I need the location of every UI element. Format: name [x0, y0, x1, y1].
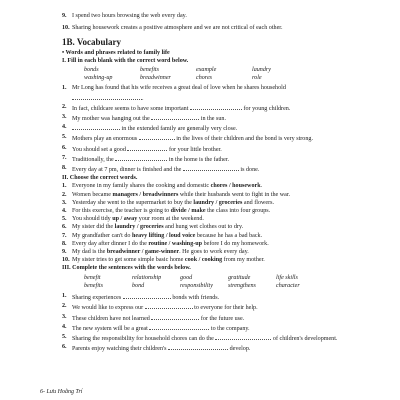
item-text: Sharing experiences [72, 295, 122, 302]
item-text: Traditionally, the [72, 156, 114, 163]
item-text: of children's development. [272, 335, 338, 342]
item-text: My sister did the [72, 224, 115, 231]
choice-options[interactable]: managers / breadwinners [112, 191, 179, 198]
blank[interactable] [151, 113, 199, 120]
list-item [62, 215, 340, 223]
item-text: your room at the weekend. [137, 216, 204, 223]
item-text: and hung wet clothes out to dry. [163, 224, 244, 231]
item-number: 7. [62, 232, 67, 239]
list-item [62, 84, 340, 102]
item-text: . [260, 183, 263, 190]
item-text: because he has a bad back. [195, 232, 263, 239]
item-number: 9. [62, 249, 67, 256]
item-text: The new system will be a great [72, 325, 148, 332]
list-item [62, 256, 340, 264]
word: good [180, 274, 193, 281]
item-number: 5. [62, 333, 67, 340]
choice-options[interactable]: laundry / groceries [193, 199, 243, 206]
list-item [62, 12, 340, 20]
item-text: before I do my homework. [202, 240, 269, 247]
list-item [62, 248, 340, 256]
blank[interactable] [145, 302, 193, 309]
item-text: Everyone in my family shares the cooking and domestic [72, 183, 211, 190]
item-number: 6. [62, 144, 67, 151]
item-text: in the lives of their children and the bond is very strong. [176, 136, 313, 143]
item-text: You should set a good [72, 146, 126, 153]
word: benefit [84, 274, 101, 281]
item-text: I spend two hours browsing the web every day. [72, 13, 187, 19]
blank[interactable] [123, 292, 171, 299]
word: relationship [132, 274, 162, 281]
item-text: . He goes to work every day. [179, 249, 249, 256]
item-text: Every day at 7 pm, dinner is finished and the [72, 167, 182, 174]
item-number: 8. [62, 240, 67, 247]
item-number: 1. [62, 293, 67, 300]
item-text: Sharing housework creates a positive atmosphere and we are not critical of each other. [72, 25, 283, 32]
list-item [62, 207, 340, 215]
part2-title: II. Choose the correct words. [62, 175, 138, 182]
word: role [252, 75, 262, 82]
item-number: 3. [62, 114, 67, 121]
list-item [62, 313, 340, 323]
page-footer: 6- Lưu Hoằng Trí [40, 388, 83, 395]
item-text: Mr Long has found that his wife receives a great deal of love when he shares household [72, 85, 286, 92]
item-number: 5. [62, 134, 67, 141]
item-text: Sharing the responsibility for household chores can do the [72, 335, 214, 342]
blank[interactable] [127, 144, 167, 151]
word: chores [196, 75, 213, 82]
list-item [62, 154, 340, 164]
choice-options[interactable]: routine / washing-up [148, 240, 203, 247]
list-item [62, 292, 340, 302]
blank[interactable] [115, 154, 167, 161]
item-text: Yesterday she went to the supermarket to buy the [72, 199, 194, 206]
list-item [62, 103, 340, 113]
item-number: 3. [62, 199, 67, 206]
word-bank-3 [84, 274, 340, 290]
word: gratitude [228, 274, 251, 281]
item-text: in the extended family are generally very close. [121, 126, 238, 133]
blank[interactable] [139, 133, 175, 140]
item-text: to everyone for their help. [194, 305, 258, 312]
item-number: 4. [62, 323, 67, 330]
item-text: For this exercise, the teacher is going to [72, 208, 171, 215]
item-text: . [142, 95, 144, 102]
list-item [62, 323, 340, 333]
list-item [62, 343, 340, 353]
choice-options[interactable]: cook / cooking [184, 257, 223, 264]
choice-options[interactable]: breadwinner / game-winner [106, 249, 180, 256]
item-text: to the company. [210, 325, 250, 332]
item-text: In fact, childcare seems to have some important [72, 105, 189, 112]
word: benefits [140, 67, 159, 74]
item-text: We would like to express our [72, 305, 144, 312]
blank[interactable] [168, 343, 228, 350]
item-number: 6. [62, 224, 67, 231]
item-number: 1. [62, 183, 67, 190]
list-item [62, 240, 340, 248]
item-text: for the future use. [200, 315, 245, 322]
item-text: and flowers. [242, 199, 275, 206]
list-item [62, 199, 340, 207]
choice-options[interactable]: heavy lifting / loud voice [131, 232, 196, 239]
list-item [62, 302, 340, 312]
item-number: 2. [62, 303, 67, 310]
item-text: from my mother. [222, 257, 265, 264]
choice-options[interactable]: chores / housework [210, 183, 261, 190]
item-number: 4. [62, 208, 67, 215]
choice-options[interactable]: divide / make [170, 208, 206, 215]
word: laundry [252, 67, 271, 74]
list-item [62, 232, 340, 240]
part1-title: I. Fill in each blank with the correct word below. [62, 57, 189, 64]
word: bonds [84, 67, 99, 74]
blank[interactable] [151, 313, 199, 320]
item-text: My grandfather can't do [72, 232, 132, 239]
choice-options[interactable]: up / away [112, 216, 138, 223]
item-text: in the sun. [200, 116, 226, 123]
item-number: 3. [62, 313, 67, 320]
item-number: 4. [62, 124, 67, 131]
word: strengthens [228, 282, 256, 289]
blank[interactable] [190, 103, 242, 110]
section-title: 1B. Vocabulary [62, 37, 122, 48]
word: breadwinner [140, 75, 171, 82]
item-number: 10. [62, 25, 70, 32]
word: character [276, 282, 300, 289]
item-text: Parents enjoy watching their children's [72, 346, 167, 353]
item-text: while their husbands went to fight in the war. [178, 191, 291, 198]
word: example [196, 67, 217, 74]
list-item [62, 113, 340, 123]
list-item [62, 333, 340, 343]
blank[interactable] [149, 323, 209, 330]
item-text: for young children. [243, 105, 291, 112]
item-number: 8. [62, 165, 67, 172]
list-item [62, 223, 340, 231]
item-text: bonds with friends. [172, 295, 220, 302]
item-text: My sister tries to get some simple basic home [72, 257, 185, 264]
item-number: 1. [62, 85, 67, 92]
part3-title: III. Complete the sentences with the words below. [62, 265, 191, 272]
item-number: 5. [62, 216, 67, 223]
item-number: 6. [62, 344, 67, 351]
list-item [62, 164, 340, 174]
word-bank-1 [84, 66, 340, 82]
top-items [62, 12, 340, 32]
blank[interactable] [215, 333, 271, 340]
item-number: 10. [62, 257, 70, 264]
word: bond [132, 282, 145, 289]
list-item [62, 191, 340, 199]
item-number: 2. [62, 103, 67, 110]
item-text: You should tidy [72, 216, 113, 223]
item-text: Mothers play an enormous [72, 136, 138, 143]
item-text: My dad is the [72, 249, 107, 256]
word: life skills [276, 274, 298, 281]
item-text: Every day after dinner I do the [72, 240, 149, 247]
item-text: develop. [229, 346, 251, 353]
item-number: 2. [62, 191, 67, 198]
item-text: My mother was hanging out the [72, 116, 150, 123]
item-number: 7. [62, 154, 67, 161]
item-text: in the home is the father. [168, 156, 230, 163]
item-text: for your little brother. [168, 146, 222, 153]
word: benefits [84, 282, 103, 289]
blank[interactable] [72, 93, 142, 100]
item-number: 9. [62, 13, 67, 19]
item-text: is done. [240, 167, 260, 174]
list-item [62, 24, 340, 32]
item-text: These children have not learned [72, 315, 150, 322]
choice-options[interactable]: laundry / groceries [114, 224, 164, 231]
list-item [62, 123, 340, 133]
list-item [62, 133, 340, 143]
blank[interactable] [72, 123, 120, 130]
blank[interactable] [183, 164, 239, 171]
word: washing-up [84, 75, 113, 82]
subheading: • Words and phrases related to family life [62, 49, 170, 56]
item-text: Women became [72, 191, 113, 198]
list-item [62, 182, 340, 190]
list-item [62, 144, 340, 154]
word: responsibility [180, 282, 213, 289]
item-text: the class into four groups. [205, 208, 271, 215]
